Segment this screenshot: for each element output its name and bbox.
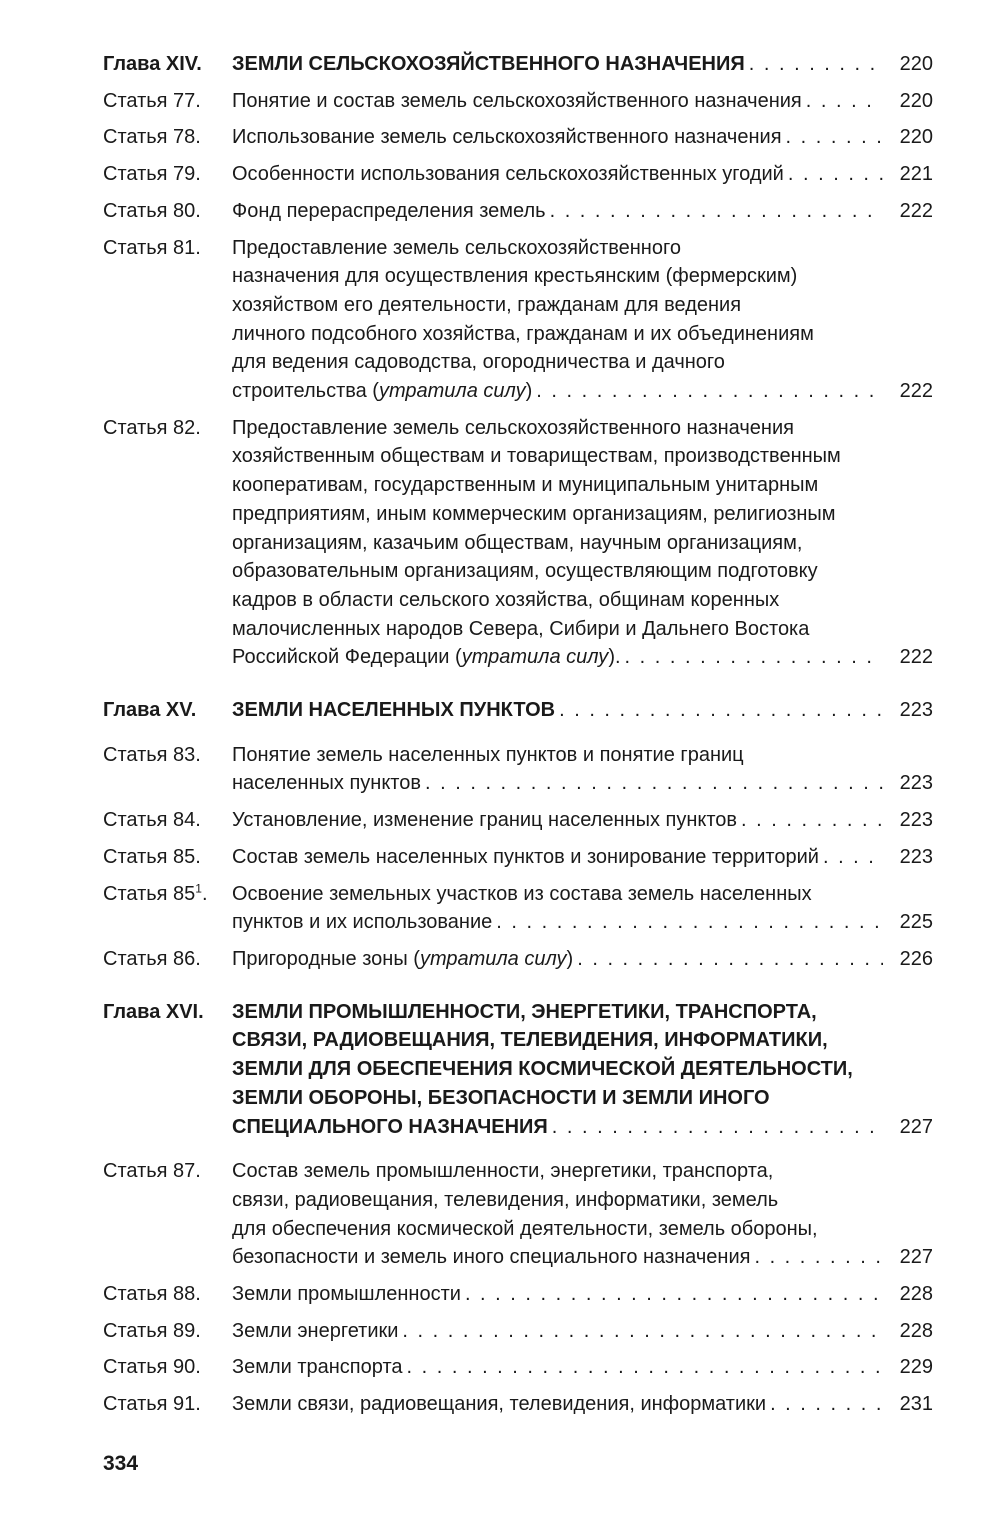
entry-page-number: 229 <box>899 1356 933 1379</box>
entry-label-text: Статья 87. <box>103 1160 201 1183</box>
dot-leader <box>402 1317 883 1346</box>
entry-title-text: Установление, изменение границ населенных пунктов <box>232 809 738 832</box>
dot-leader <box>754 1243 883 1272</box>
entry-title <box>232 1157 933 1272</box>
entry-title <box>232 843 933 872</box>
entry-label-text: Статья 90. <box>103 1356 201 1379</box>
entry-title-text: Состав земель населенных пунктов и зонирование территорий <box>232 845 819 868</box>
entry-title-line <box>232 880 933 909</box>
dot-leader <box>550 197 883 226</box>
toc-chapter-entry <box>103 998 933 1142</box>
entry-title-line <box>232 908 933 937</box>
entry-title <box>232 234 933 406</box>
toc-article-entry <box>103 1317 933 1346</box>
entry-title-last-text: Пригородные зоны (утратила силу) <box>232 947 574 970</box>
entry-title-line <box>232 529 933 558</box>
table-of-contents <box>103 50 933 1419</box>
entry-title-line <box>232 806 933 835</box>
entry-title-line <box>232 696 933 725</box>
entry-label <box>103 197 232 226</box>
entry-note-close: ) <box>566 947 574 970</box>
toc-article-entry <box>103 123 933 152</box>
entry-label-text: Статья 89. <box>103 1319 201 1342</box>
entry-title-text: Особенности использования сельскохозяйственных угодий <box>232 163 784 186</box>
entry-title-text: кадров в области сельского хозяйства, общинам коренных <box>232 588 780 611</box>
entry-title-last-text <box>232 1280 461 1309</box>
entry-label-text: Статья 82. <box>103 416 201 439</box>
entry-label-text: Статья 77. <box>103 89 201 112</box>
entry-title <box>232 998 933 1142</box>
entry-title <box>232 696 933 725</box>
entry-title-text: безопасности и земель иного специального назначения <box>232 1246 751 1269</box>
entry-title-line <box>232 1157 933 1186</box>
entry-label-text: Статья 85. <box>103 845 201 868</box>
dot-leader <box>552 1113 883 1142</box>
entry-title-text: ЗЕМЛИ ДЛЯ ОБЕСПЕЧЕНИЯ КОСМИЧЕСКОЙ ДЕЯТЕЛЬНОСТИ, <box>232 1058 853 1081</box>
entry-title-text: организациям, казачьим обществам, научным организациям, <box>232 531 803 554</box>
entry-title-line <box>232 643 933 672</box>
toc-article-entry <box>103 806 933 835</box>
dot-leader <box>465 1280 883 1309</box>
toc-article-entry <box>103 1157 933 1272</box>
entry-title-line <box>232 615 933 644</box>
entry-title <box>232 880 933 937</box>
entry-title <box>232 123 933 152</box>
entry-title-line <box>232 234 933 263</box>
entry-label <box>103 1390 232 1419</box>
entry-label-text: Глава XIV. <box>103 53 202 75</box>
dot-leader <box>496 908 883 937</box>
entry-page-number: 227 <box>899 1115 933 1138</box>
entry-page-number: 220 <box>899 53 933 75</box>
entry-title <box>232 160 933 189</box>
toc-article-entry <box>103 1280 933 1309</box>
entry-title-line <box>232 1084 933 1113</box>
entry-label-text: Статья 80. <box>103 199 201 222</box>
entry-title-text: Земли промышленности <box>232 1283 461 1306</box>
entry-label-text: Статья 81. <box>103 236 201 259</box>
entry-label <box>103 87 232 116</box>
entry-title-text: Российской Федерации <box>232 646 450 669</box>
entry-title-last-text <box>232 1317 398 1346</box>
entry-label-text: Статья 85 <box>103 882 196 905</box>
entry-title <box>232 1280 933 1309</box>
toc-article-entry <box>103 234 933 406</box>
entry-title-line <box>232 998 933 1027</box>
entry-label-text: Статья 78. <box>103 126 201 149</box>
entry-title-last-text <box>232 806 737 835</box>
entry-title-line <box>232 291 933 320</box>
entry-title <box>232 1317 933 1346</box>
dot-leader <box>823 843 883 872</box>
entry-title-text: Использование земель сельскохозяйственного назначения <box>232 126 782 149</box>
entry-title <box>232 1390 933 1419</box>
entry-title-text: для обеспечения космической деятельности, земель обороны, <box>232 1217 818 1240</box>
entry-title-text: хозяйственным обществам и товариществам, производственным <box>232 445 841 468</box>
entry-title-text: Предоставление земель сельскохозяйственного <box>232 236 681 259</box>
dot-leader <box>425 769 883 798</box>
page-number: 334 <box>103 1452 139 1475</box>
entry-title-text: для ведения садоводства, огородничества и дачного <box>232 351 725 374</box>
entry-label-end: . <box>201 882 208 905</box>
entry-title-text: Земли энергетики <box>232 1319 399 1342</box>
entry-title-text: СВЯЗИ, РАДИОВЕЩАНИЯ, ТЕЛЕВИДЕНИЯ, ИНФОРМАТИКИ, <box>232 1029 828 1052</box>
entry-title <box>232 87 933 116</box>
entry-title <box>232 945 933 974</box>
entry-title-text: ЗЕМЛИ ОБОРОНЫ, БЕЗОПАСНОСТИ И ЗЕМЛИ ИНОГО <box>232 1086 770 1109</box>
dot-leader <box>786 123 883 152</box>
entry-page-number: 223 <box>899 772 933 795</box>
entry-title-text: Понятие земель населенных пунктов и понятие границ <box>232 743 744 766</box>
toc-article-entry <box>103 1353 933 1382</box>
entry-title-line <box>232 1353 933 1382</box>
entry-label-text: Статья 84. <box>103 809 201 832</box>
entry-title-last-text <box>232 696 555 725</box>
entry-label <box>103 1317 232 1346</box>
entry-page-number: 223 <box>899 699 933 722</box>
entry-title-last-text <box>232 908 492 937</box>
entry-title-text: ЗЕМЛИ СЕЛЬСКОХОЗЯЙСТВЕННОГО НАЗНАЧЕНИЯ <box>232 53 745 75</box>
entry-title-text: Предоставление земель сельскохозяйственного назначения <box>232 416 794 439</box>
toc-chapter-entry <box>103 696 933 725</box>
entry-title <box>232 1353 933 1382</box>
entry-title-text: связи, радиовещания, телевидения, информатики, земель <box>232 1188 779 1211</box>
entry-title-text: Состав земель промышленности, энергетики, транспорта, <box>232 1160 774 1183</box>
entry-label-superscript: 1 <box>195 880 202 895</box>
entry-title-line <box>232 1280 933 1309</box>
entry-title-last-text <box>232 87 802 116</box>
entry-title-line <box>232 500 933 529</box>
entry-title-last-text <box>232 160 784 189</box>
entry-title-line <box>232 1317 933 1346</box>
dot-leader <box>788 160 883 189</box>
entry-label-text: Глава XV. <box>103 699 197 722</box>
entry-title-text: ЗЕМЛИ НАСЕЛЕННЫХ ПУНКТОВ <box>232 699 556 722</box>
toc-article-entry <box>103 160 933 189</box>
entry-title-line <box>232 1215 933 1244</box>
entry-page-number: 231 <box>899 1393 933 1416</box>
entry-page-number: 220 <box>899 126 933 149</box>
entry-title-last-text <box>232 1243 750 1272</box>
entry-label-text: Статья 86. <box>103 947 201 970</box>
entry-title-last-text <box>232 843 819 872</box>
entry-title-line <box>232 414 933 443</box>
entry-page-number: 228 <box>899 1319 933 1342</box>
dot-leader <box>577 945 883 974</box>
entry-title-last-text: Российской Федерации (утратила силу). <box>232 646 621 669</box>
entry-title-text: Фонд перераспределения земель <box>232 199 546 222</box>
entry-label-text: Статья 91. <box>103 1393 201 1416</box>
entry-title-line <box>232 1186 933 1215</box>
dot-leader <box>536 377 883 406</box>
entry-title-text: СПЕЦИАЛЬНОГО НАЗНАЧЕНИЯ <box>232 1115 548 1138</box>
entry-label <box>103 741 232 770</box>
entry-label <box>103 160 232 189</box>
entry-title-line <box>232 442 933 471</box>
entry-title-line <box>232 197 933 226</box>
entry-title-line <box>232 1243 933 1272</box>
toc-article-entry <box>103 843 933 872</box>
entry-title-text: ЗЕМЛИ ПРОМЫШЛЕННОСТИ, ЭНЕРГЕТИКИ, ТРАНСПОРТА, <box>232 1000 817 1023</box>
entry-page-number: 223 <box>899 809 933 832</box>
entry-label <box>103 696 232 725</box>
entry-page-number: 220 <box>899 89 933 112</box>
entry-title <box>232 414 933 672</box>
entry-title-line <box>232 320 933 349</box>
entry-title-line <box>232 87 933 116</box>
toc-article-entry <box>103 197 933 226</box>
dot-leader <box>770 1390 883 1419</box>
entry-title-line <box>232 769 933 798</box>
entry-label <box>103 414 232 443</box>
entry-title-text: назначения для осуществления крестьянским (фермерским) <box>232 265 798 288</box>
entry-label-text: Статья 83. <box>103 743 201 766</box>
entry-page-number: 228 <box>899 1283 933 1306</box>
entry-label <box>103 843 232 872</box>
entry-title <box>232 806 933 835</box>
entry-title-line <box>232 123 933 152</box>
entry-title-line <box>232 471 933 500</box>
entry-note: утратила силу <box>378 380 526 403</box>
entry-title-line <box>232 557 933 586</box>
entry-title-line <box>232 1055 933 1084</box>
dot-leader <box>749 50 883 79</box>
entry-page-number: 223 <box>899 845 933 868</box>
entry-title-text: предприятиям, иным коммерческим организациям, религиозным <box>232 502 836 525</box>
entry-title-line <box>232 50 933 79</box>
entry-title-last-text <box>232 1113 548 1142</box>
entry-title-last-text <box>232 1353 403 1382</box>
entry-label <box>103 880 232 909</box>
entry-title-line <box>232 1390 933 1419</box>
entry-title-text: Понятие и состав земель сельскохозяйственного назначения <box>232 89 802 112</box>
entry-title-last-text <box>232 50 745 79</box>
toc-article-entry <box>103 414 933 672</box>
entry-label-text: Глава XVI. <box>103 1000 204 1023</box>
entry-note-close: ). <box>608 646 621 669</box>
entry-title-text: населенных пунктов <box>232 772 421 795</box>
dot-leader <box>806 87 883 116</box>
entry-note-close: ) <box>525 380 533 403</box>
entry-title-line <box>232 945 933 974</box>
entry-note: утратила силу <box>419 947 567 970</box>
entry-title-text: Освоение земельных участков из состава земель населенных <box>232 882 812 905</box>
entry-label <box>103 50 232 79</box>
toc-article-entry <box>103 741 933 798</box>
entry-label-text: Статья 79. <box>103 163 201 186</box>
dot-leader <box>741 806 883 835</box>
dot-leader <box>407 1353 884 1382</box>
entry-title-text: Земли транспорта <box>232 1356 403 1379</box>
entry-title-last-text <box>232 197 546 226</box>
entry-page-number: 227 <box>899 1246 933 1269</box>
entry-label <box>103 1353 232 1382</box>
dot-leader <box>559 696 883 725</box>
entry-page-number: 225 <box>899 911 933 934</box>
dot-leader <box>625 643 883 672</box>
entry-title-line <box>232 586 933 615</box>
entry-page-number: 221 <box>899 163 933 186</box>
entry-title-line <box>232 262 933 291</box>
entry-page-number: 226 <box>899 947 933 970</box>
entry-title-text: кооперативам, государственным и муниципальным унитарным <box>232 474 819 497</box>
entry-title-last-text <box>232 769 421 798</box>
entry-title-text: малочисленных народов Севера, Сибири и Дальнего Востока <box>232 617 810 640</box>
toc-article-entry <box>103 880 933 937</box>
toc-article-entry <box>103 945 933 974</box>
entry-label <box>103 945 232 974</box>
entry-title-last-text <box>232 1390 766 1419</box>
entry-title-last-text <box>232 123 782 152</box>
entry-label <box>103 1280 232 1309</box>
entry-title-text: образовательным организациям, осуществляющим подготовку <box>232 560 818 583</box>
entry-title-line <box>232 741 933 770</box>
entry-title <box>232 741 933 798</box>
entry-title <box>232 50 933 79</box>
entry-title-text: Пригородные зоны <box>232 947 408 970</box>
entry-title-text: личного подсобного хозяйства, гражданам и их объединениям <box>232 322 814 345</box>
entry-title-line <box>232 1113 933 1142</box>
entry-label-text: Статья 88. <box>103 1283 201 1306</box>
entry-title-text: Земли связи, радиовещания, телевидения, информатики <box>232 1393 767 1416</box>
entry-title-line <box>232 160 933 189</box>
entry-title-line <box>232 348 933 377</box>
entry-note: утратила силу <box>461 646 609 669</box>
entry-title-last-text: строительства (утратила силу) <box>232 380 533 403</box>
entry-page-number: 222 <box>899 199 933 222</box>
entry-page-number: 222 <box>899 646 933 669</box>
entry-page-number: 222 <box>899 380 933 403</box>
toc-article-entry <box>103 1390 933 1419</box>
entry-title <box>232 197 933 226</box>
entry-label <box>103 998 232 1027</box>
entry-label <box>103 234 232 263</box>
entry-title-text: пунктов и их использование <box>232 911 493 934</box>
entry-title-line <box>232 843 933 872</box>
entry-label <box>103 1157 232 1186</box>
entry-title-line <box>232 1026 933 1055</box>
toc-chapter-entry <box>103 50 933 79</box>
entry-label <box>103 123 232 152</box>
entry-title-text: хозяйством его деятельности, гражданам для ведения <box>232 293 742 316</box>
toc-article-entry <box>103 87 933 116</box>
entry-label <box>103 806 232 835</box>
entry-title-text: строительства <box>232 380 367 403</box>
entry-title-line <box>232 377 933 406</box>
